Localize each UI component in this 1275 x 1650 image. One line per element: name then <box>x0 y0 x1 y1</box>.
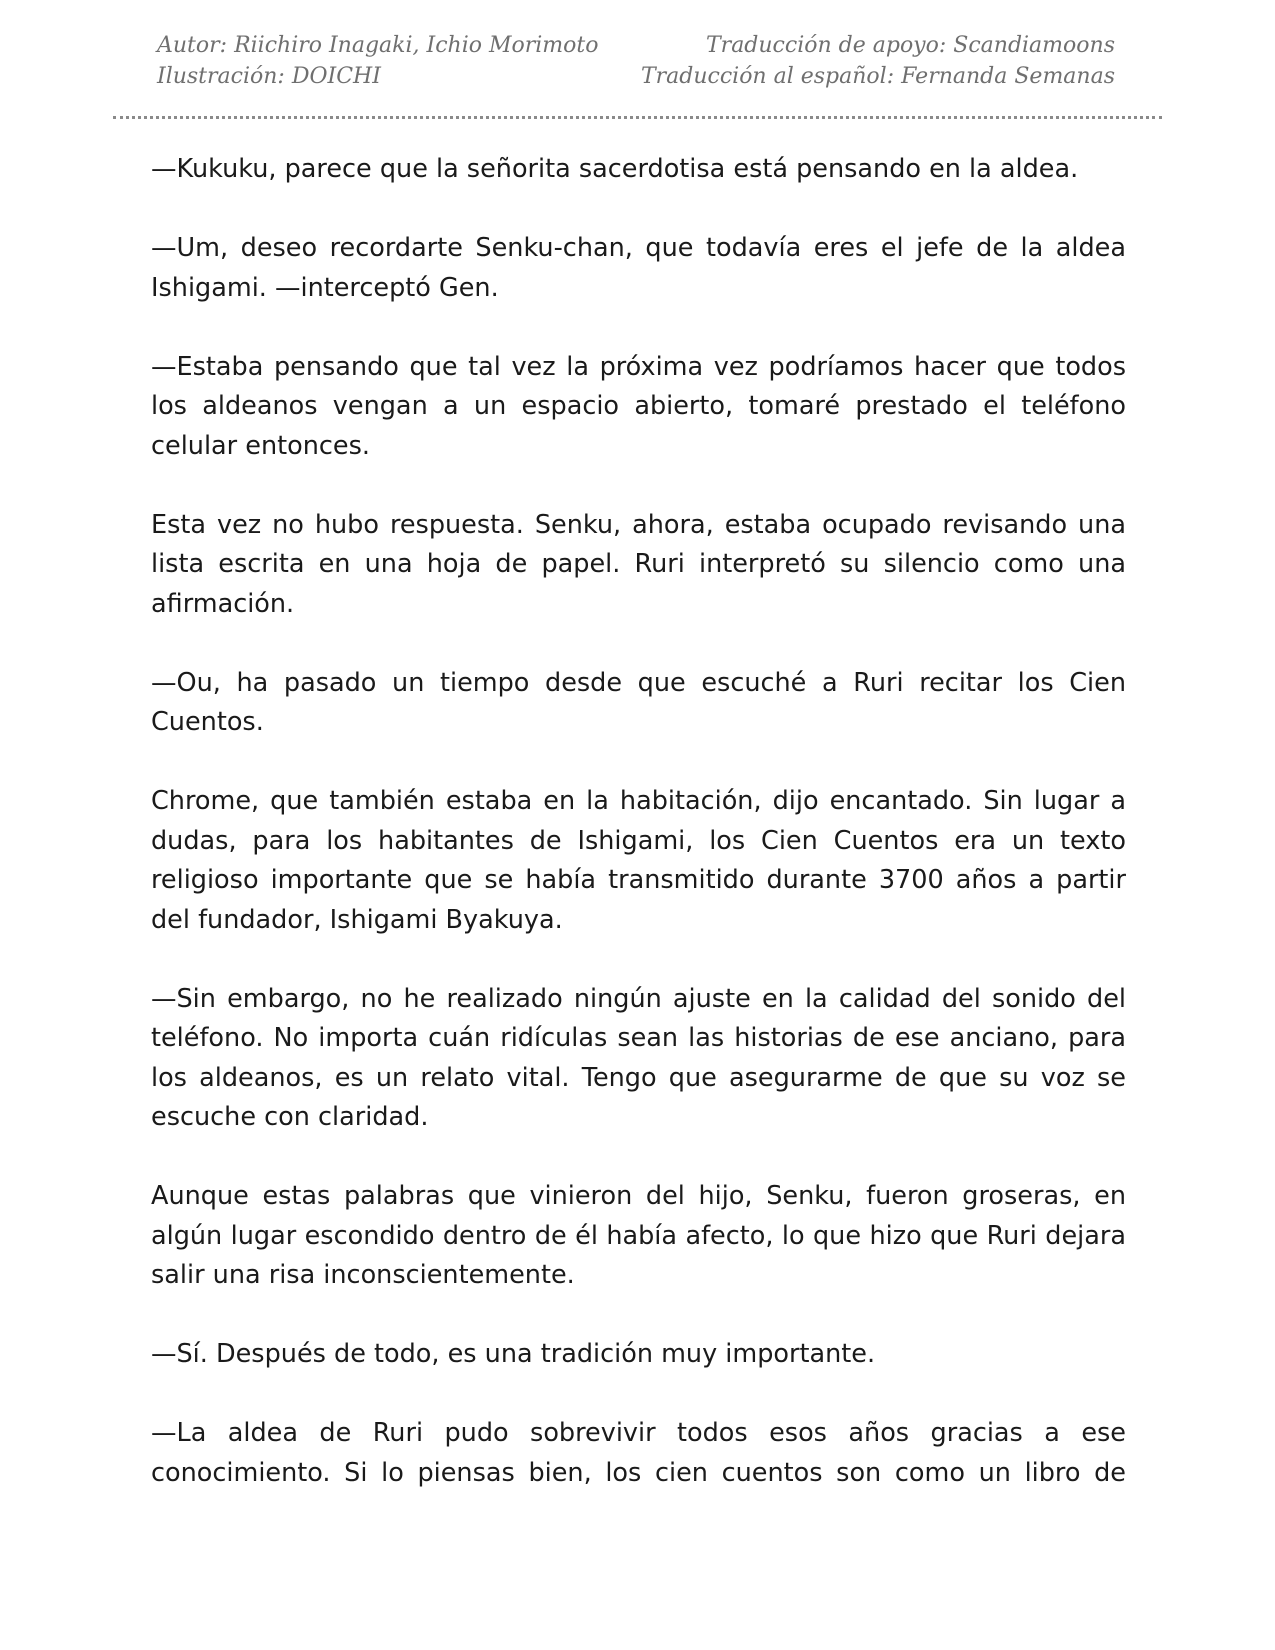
paragraph: Esta vez no hubo respuesta. Senku, ahora, estaba ocupado revisando una lista escrita en una hoja de papel. Ruri interpretó su silencio como una afirmación. <box>151 509 1126 619</box>
illustrator-credit: Ilustración: DOICHI <box>157 64 381 89</box>
header-divider <box>113 116 1162 119</box>
credits-translators <box>641 30 1115 92</box>
paragraph: —Um, deseo recordarte Senku-chan, que todavía eres el jefe de la aldea Ishigami. —interceptó Gen. <box>151 233 1126 303</box>
paragraph: Chrome, que también estaba en la habitación, dijo encantado. Sin lugar a dudas, para los habitantes de Ishigami, los Cien Cuentos era un texto religioso importante que se había transmitido durante 3700 años a partir del fundador, Ishigami Byakuya. <box>151 786 1126 935</box>
body-text <box>151 150 1126 1493</box>
paragraph: —Sin embargo, no he realizado ningún ajuste en la calidad del sonido del teléfono. No importa cuán ridículas sean las historias de ese anciano, para los aldeanos, es un relato vital. Tengo que asegurarme de que su voz se escuche con claridad. <box>151 983 1126 1132</box>
paragraph: —Kukuku, parece que la señorita sacerdotisa está pensando en la aldea. <box>151 154 1079 184</box>
paragraph: —Estaba pensando que tal vez la próxima vez podríamos hacer que todos los aldeanos vengan a un espacio abierto, tomaré prestado el teléfono celular entonces. <box>151 351 1126 461</box>
credits-authors <box>157 30 598 92</box>
support-translation-credit: Traducción de apoyo: Scandiamoons <box>706 33 1115 58</box>
paragraph: Aunque estas palabras que vinieron del hijo, Senku, fueron groseras, en algún lugar escondido dentro de él había afecto, lo que hizo que Ruri dejara salir una risa inconscientemente. <box>151 1181 1126 1290</box>
spanish-translation-credit: Traducción al español: Fernanda Semanas <box>640 64 1115 89</box>
paragraph: —Ou, ha pasado un tiempo desde que escuché a Ruri recitar los Cien Cuentos. <box>151 667 1126 737</box>
author-credit: Autor: Riichiro Inagaki, Ichio Morimoto <box>157 33 599 58</box>
paragraph: —La aldea de Ruri pudo sobrevivir todos esos años gracias a ese conocimiento. Si lo piensas bien, los cien cuentos son como un libro de <box>151 1418 1126 1488</box>
page-header <box>157 30 1115 94</box>
paragraph: —Sí. Después de todo, es una tradición muy importante. <box>151 1339 876 1369</box>
